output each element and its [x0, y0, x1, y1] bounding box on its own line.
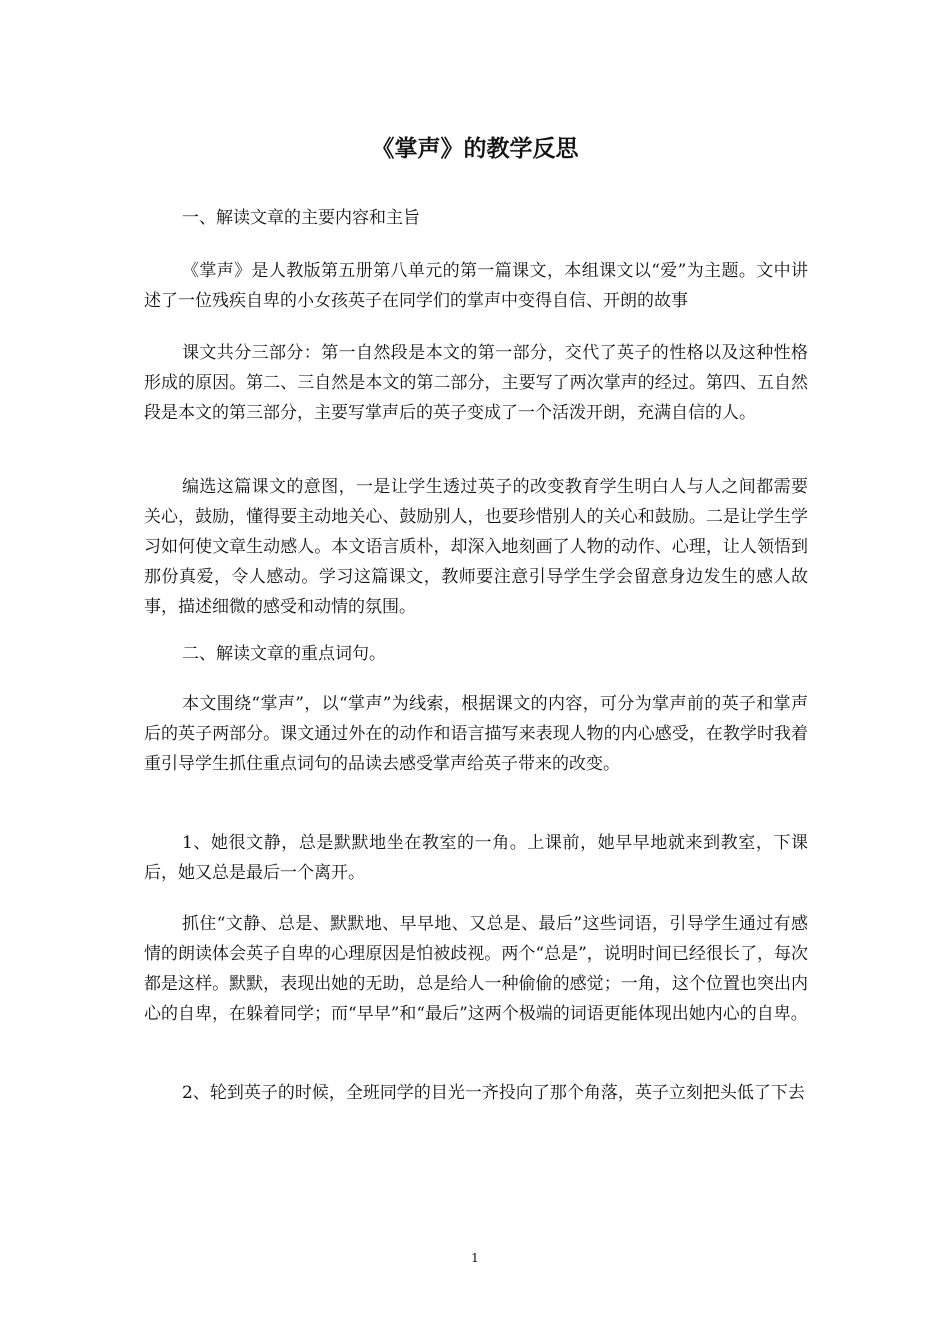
paragraph-key-words: 本文围绕“掌声”，以“掌声”为线索，根据课文的内容，可分为掌声前的英子和掌声后的英子两部分。课文通过外在的动作和语言描写来表现人物的内心感受，在教学时我着重引导学生抓住重点词句的品读去感受掌声给英子带来的改变。 [144, 694, 808, 774]
paragraph-intro: 《掌声》是人教版第五册第八单元的第一篇课文，本组课文以“爱”为主题。文中讲述了一位残疾自卑的小女孩英子在同学们的掌声中变得自信、开朗的故事 [144, 261, 808, 311]
quote-2: 2、轮到英子的时候，全班同学的目光一齐投向了那个角落，英子立刻把头低了下去 [182, 1083, 805, 1103]
section-heading-1: 一、解读文章的主要内容和主旨 [182, 208, 420, 228]
document-title: 《掌声》的教学反思 [371, 136, 579, 162]
page-number: 1 [471, 1251, 479, 1265]
quote-1: 1、她很文静，总是默默地坐在教室的一角。上课前，她早早地就来到教室，下课后，她又总是最后一个离开。 [144, 833, 808, 883]
paragraph-analysis: 抓住“文静、总是、默默地、早早地、又总是、最后”这些词语，引导学生通过有感情的朗读体会英子自卑的心理原因是怕被歧视。两个“总是”，说明时间已经很长了，每次都是这样。默默，表现出她的无助，总是给人一种偷偷的感觉；一角，这个位置也突出内心的自卑，在躲着同学；而“早早”和“最后”这两个极端的词语更能体现出她内心的自卑。 [144, 914, 808, 1024]
paragraph-intent: 编选这篇课文的意图，一是让学生透过英子的改变教育学生明白人与人之间都需要关心，鼓励，懂得要主动地关心、鼓励别人，也要珍惜别人的关心和鼓励。二是让学生学习如何使文章生动感人。本文语言质朴，却深入地刻画了人物的动作、心理，让人领悟到那份真爱，令人感动。学习这篇课文，教师要注意引导学生学会留意身边发生的感人故事，描述细微的感受和动情的氛围。 [144, 477, 808, 617]
paragraph-structure: 课文共分三部分：第一自然段是本文的第一部分，交代了英子的性格以及这种性格形成的原因。第二、三自然是本文的第二部分，主要写了两次掌声的经过。第四、五自然段是本文的第三部分，主要写掌声后的英子变成了一个活泼开朗，充满自信的人。 [144, 343, 808, 423]
section-heading-2: 二、解读文章的重点词句。 [182, 644, 386, 664]
